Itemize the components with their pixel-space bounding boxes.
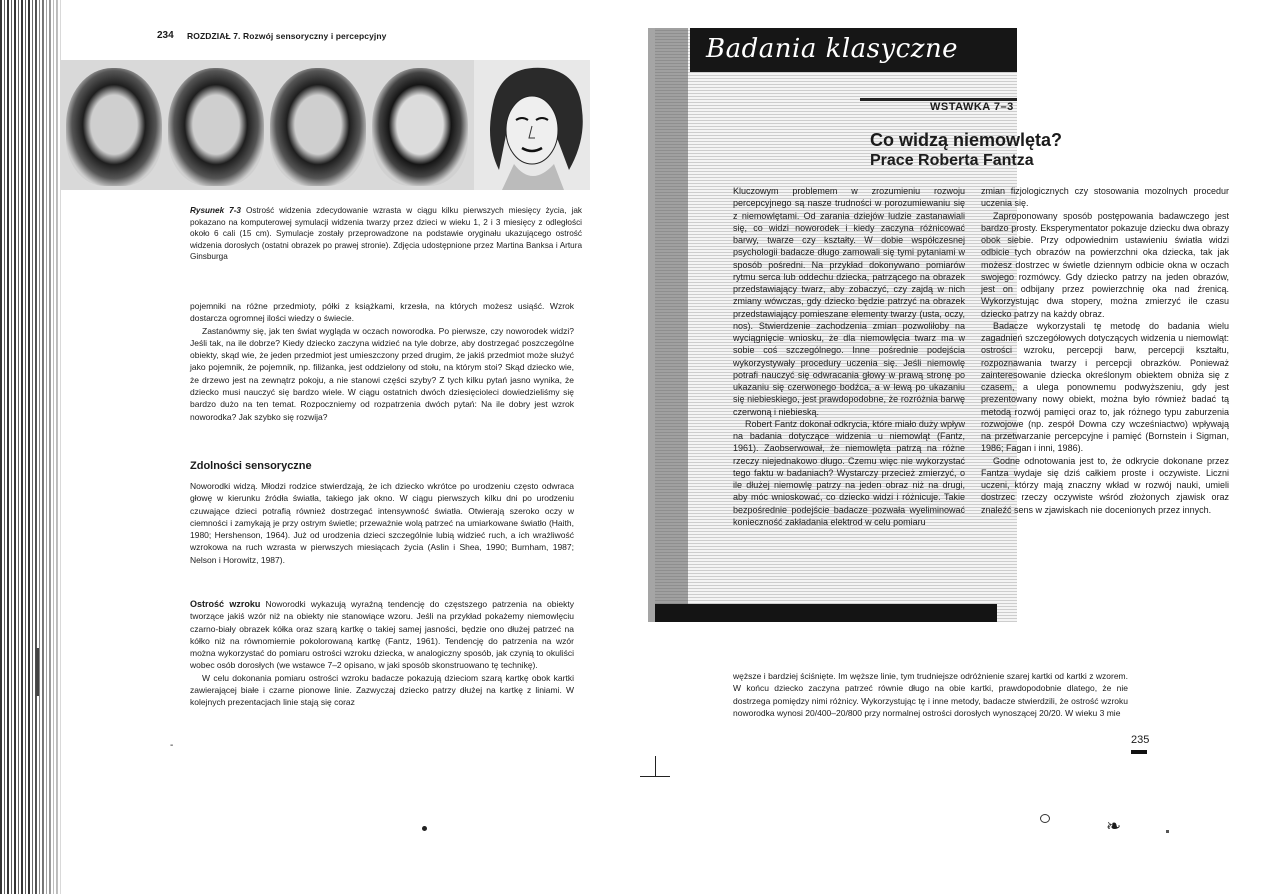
paragraph: Godne odnotowania jest to, że odkrycie dokonane przez Fantza wydaje się dziś całkiem proste i oczywiste. Liczni uczeni, którzy mają znaczny wkład w rozwój nauki, umieli dostrzec rzeczy oczywiste wśród złożonych zjawisk oraz znaleźć sens w zjawiskach nie docenionych przez innych. xyxy=(981,455,1229,515)
crop-mark xyxy=(655,756,656,777)
paragraph: Noworodki widzą. Młodzi rodzice stwierdzają, że ich dziecko wkrótce po urodzeniu często odwraca głowę w kierunku źródła światła, takiego jak okno. W ciągu pierwszych kilku dni po urodzeniu czuwające dzieci potrafią również dostrzegać intensywność światła. Otwierają szeroko oczy w ciemności i zamykają je przy ostrym świetle; przeważnie wolą patrzeć na umiarkowane światło (Haith, 1980; Hershenson, 1964). Już od urodzenia dzieci szczególnie lubią widzieć ruch, a ich wrażliwość wzrokowa na ruch wzrasta w pierwszych miesiącach życia (Aslin i Shea, 1990; Burnham, 1987; Nelson i Horowitz, 1987). xyxy=(190,481,574,565)
scan-speck xyxy=(1166,830,1169,833)
box-column-1 xyxy=(733,185,965,528)
box-column-2 xyxy=(981,185,1229,516)
left-page-number: 234 xyxy=(157,30,174,41)
paragraph: zmian fizjologicznych czy stosowania mozolnych procedur uczenia się. xyxy=(981,186,1229,209)
paragraph: Badacze wykorzystali tę metodę do badania wielu zagadnień szczegółowych dotyczących widzenia u niemowląt: ostrości wzroku, percepcji barw, percepcji kształtu, rozpoznawania twarzy i percepcji obrazków. Ponieważ zainteresowanie dziecka określonym obiektem obniża się z czasem, a ulega ponownemu podwyższeniu, gdy jest prezentowany nowy obiekt, można było również badać tą metodą rozwój pamięci oraz to, jak różnego typu zaburzenia rozwojowe (np. zespół Downa czy wcześniactwo) wpływają na przetwarzanie percepcyjne i pamięć (Bornstein i Sigman, 1986; Fagan i inni, 1986). xyxy=(981,320,1229,454)
figure-caption xyxy=(190,205,582,263)
box-edge-shadow xyxy=(648,28,688,622)
face-2-months xyxy=(168,68,264,186)
box-title-line-2: Prace Roberta Fantza xyxy=(870,152,1034,169)
body-text-acuity xyxy=(190,598,574,709)
face-adult-blurred xyxy=(372,68,468,186)
right-page-number: 235 xyxy=(1131,734,1150,746)
paragraph xyxy=(190,598,574,672)
figure-face-simulations xyxy=(60,60,590,190)
figure-caption-text: Ostrość widzenia zdecydowanie wzrasta w ciągu kilku pierwszych miesięcy życia, jak pokazano na komputerowej symulacji widzenia twarzy przez dzieci w wieku 1, 2 i 3 miesięcy z odległości około 6 cali (15 cm). Symulacje zostały przeprowadzone na podstawie oryginału ukazującego ostrość widzenia dorosłych (ostatni obrazek po prawej stronie). Zdjęcia udostępnione przez Martina Banksa i Artura Ginsburga xyxy=(190,206,582,261)
paragraph: W celu dokonania pomiaru ostrości wzroku badacze pokazują dzieciom szarą kartkę obok kartki zawierającej białe i czarne pionowe linie. Zazwyczaj dziecko patrzy dłużej na kartkę z liniami. W kolejnych prezentacjach linie stają się coraz xyxy=(190,672,574,708)
paragraph: Zastanówmy się, jak ten świat wygląda w oczach noworodka. Po pierwsze, czy noworodek widzi? Jeśli tak, na ile dobrze? Kiedy dziecko zaczyna widzieć na tyle dobrze, aby dostrzegać poszczególne obiekty, skąd wie, że jeden przedmiot jest umieszczony przed drugim, że jakiś przedmiot może służyć jako pojemnik, że pojemnik, np. filiżanka, jest oddzielony od stołu, na którym stoi? Skąd dziecko wie, że drzewo jest na zewnątrz pokoju, a nie stanowi części szyby? Z tych kilku pytań jasno wynika, że dziecko musi nauczyć się bardzo wiele. W ciągu ostatnich dwóch dziesięcioleci dowiedzieliśmy się bardzo dużo na ten temat. Rozpoczniemy od rozpatrzenia dwóch pytań: Na ile dobry jest wzrok noworodka? Jak szybko się rozwija? xyxy=(190,325,574,422)
face-1-month xyxy=(66,68,162,186)
box-title-line-1: Co widzą niemowlęta? xyxy=(870,130,1063,150)
paragraph-text: Noworodki wykazują wyraźną tendencję do częstszego patrzenia na obiekty tworzące jakiś wzór niż na obiekty nie stanowiące wzoru. Jeśli na przykład pokażemy niemowlęciu czarno-biały obrazek kółka oraz szarą kartkę o takiej samej jasności, będzie ono dłużej patrzeć na kółko niż na równomiernie pokolorowaną kartkę (Fantz, 1961). Tendencję do patrzenia na wzór można wykorzystać do pomiaru ostrości wzroku dziecka, w analogiczny sposób, jak czynią to okuliści wobec osób dorosłych (we wstawce 7–2 opisano, w jaki sposób skonstruowano tę technikę). xyxy=(190,599,574,671)
paragraph: pojemniki na różne przedmioty, półki z książkami, krzesła, na których możesz usiąść. Wzrok dostarcza ogromnej ilości wiedzy o świecie. xyxy=(190,301,574,324)
crop-mark xyxy=(640,776,670,777)
chapter-header: ROZDZIAŁ 7. Rozwój sensoryczny i percepcyjny xyxy=(187,31,387,41)
page-number-bar xyxy=(1131,750,1147,754)
woman-face-drawing xyxy=(474,60,590,190)
paragraph: Kluczowym problemem w zrozumieniu rozwoju percepcyjnego są nasze trudności w porozumiewaniu się z niemowlętami. Od zarania dziejów ludzie zastanawiali się, co widzi noworodek i kiedy zaczyna różnicować barwy, twarze czy kształty. W dobie współczesnej psychologii badacze długo zamowali się tymi pytaniami w sposób pośredni. Na przykład dokonywano pomiarów rytmu serca lub oddechu dziecka, patrzącego na obrazek przedstawiający twarz, aby zobaczyć, czy zajdą w nich zmiany wówczas, gdy dziecko będzie patrzyć na obrazek przedstawiający pomieszane elementy twarzy (usta, oczy, nos). Stwierdzenie zachodzenia zmian pozwoliłoby na wyciągnięcie wniosku, że dla niemowlęcia twarz ma w sobie coś szczególnego. Inne pośrednie podejścia wykorzystywały procedury uczenia się. Jeśli niemowlę potrafi nauczyć się odwracania głowy w prawą stronę po ukazaniu się czerwonego bodźca, a w lewą po ukazaniu się niebieskiego, jest prawdopodobne, że rozróżnia barwę czerwoną i niebieską. xyxy=(733,186,965,417)
body-text-sensory xyxy=(190,480,574,566)
section-title: Badania klasyczne xyxy=(706,34,959,64)
section-heading: Zdolności sensoryczne xyxy=(190,460,312,472)
scan-speck xyxy=(422,826,427,831)
scan-speck: ❧ xyxy=(1106,816,1122,836)
margin-dash: - xyxy=(170,740,174,751)
paragraph: Zaproponowany sposób postępowania badawczego jest bardzo prosty. Eksperymentator pokazuje dziecku dwa obrazy obok siebie. Przy odpowiednim ustawieniu światła widzi odbicie tych obrazów na powierzchni oka dziecka, tak jak możesz dostrzec w świetle dziennym odbicie okna w oczach swojego rozmówcy. Gdy dziecko patrzy na jeden obrazów, jest on odbijany przez powierzchnię oka nad źrenicą. Wykorzystując dwa stopery, można zmierzyć ile czasu dziecko patrzy na każdy obraz. xyxy=(981,210,1229,319)
scan-speck xyxy=(1040,814,1050,823)
face-photo-adult xyxy=(474,60,590,190)
box-bottom-bar xyxy=(655,604,997,622)
run-in-heading: Ostrość wzroku xyxy=(190,599,261,609)
face-3-months xyxy=(270,68,366,186)
box-label: WSTAWKA 7–3 xyxy=(930,101,1014,113)
paragraph: Robert Fantz dokonał odkrycia, które miało duży wpływ na badania dotyczące widzenia u niemowląt (Fantz, 1961). Zaobserwował, że niemowlęta patrzą na różne rzeczy niejednakowo długo. Czemu więc nie wykorzystać tego faktu w badaniach? Wystarczy przecież zmierzyć, o ile dłużej niemowlę patrzy na jeden obraz niż na drugi, aby móc wnioskować, co dziecko widzi i różnicuje. Takie bezpośrednie podejście badacze pozwała wyeliminować konieczność zakładania elektrod w celu pomiaru xyxy=(733,418,965,527)
margin-mark xyxy=(36,648,39,696)
body-text-intro xyxy=(190,300,574,423)
body-text-continuation: węższe i bardziej ściśnięte. Im węższe linie, tym trudniejsze odróżnienie szarej kartki od kartki z wzorem. W końcu dziecko zaczyna patrzeć równie długo na obie kartki, prawdopodobnie dlatego, że nie dostrzega pomiędzy nimi różnicy. Wykorzystując tę i inne metody, badacze stwierdzili, że ostrość wzroku noworodka wynosi 20/400–20/800 przy normalnej ostrości dorosłych wynoszącej 20/20. W wieku 3 mie xyxy=(733,671,1128,718)
figure-caption-label: Rysunek 7-3 xyxy=(190,206,241,215)
